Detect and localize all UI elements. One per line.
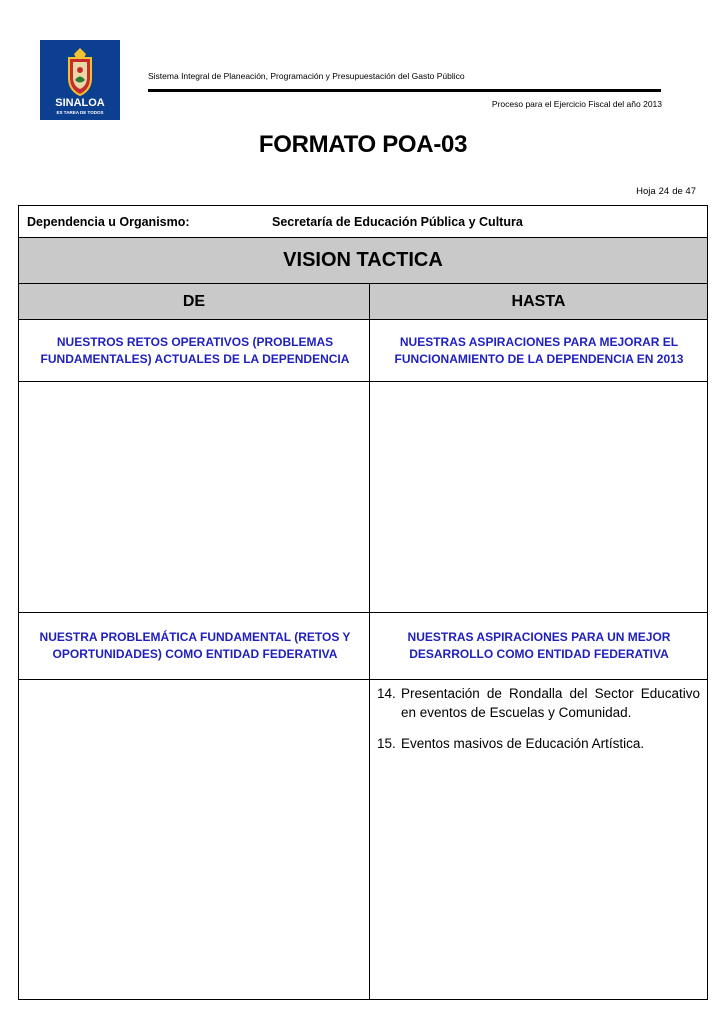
dependency-row: [19, 206, 707, 238]
sheet-label: Hoja: [636, 186, 656, 197]
sheet-counter: [633, 186, 696, 197]
sinaloa-logo: [40, 40, 120, 120]
subheader-operational-aspirations: NUESTRAS ASPIRACIONES PARA MEJORAR EL FUNCIONAMIENTO DE LA DEPENDENCIA EN 2013: [394, 334, 684, 366]
column-headers: [19, 284, 707, 320]
vision-form: [18, 205, 708, 1000]
header-rule: [148, 89, 661, 92]
dependency-label: Dependencia u Organismo:: [27, 214, 190, 229]
process-label: Proceso para el Ejercicio Fiscal del año 2013: [491, 99, 662, 109]
subheader-row-state: [19, 613, 707, 680]
section-title: VISION TACTICA: [19, 238, 707, 284]
coat-of-arms-icon: [40, 40, 120, 120]
sheet-number: 24: [658, 186, 670, 197]
column-from: DE: [182, 292, 206, 310]
svg-text:ES TAREA DE TODOS: ES TAREA DE TODOS: [56, 110, 104, 115]
subheader-state-problems: NUESTRA PROBLEMÁTICA FUNDAMENTAL (RETOS Y OPORTUNIDADES) COMO ENTIDAD FEDERATIVA: [39, 630, 351, 661]
subheader-row-operational: [19, 320, 707, 382]
list-item: [377, 684, 700, 722]
subheader-operational-challenges: NUESTROS RETOS OPERATIVOS (PROBLEMAS FUNDAMENTALES) ACTUALES DE LA DEPENDENCIA: [40, 334, 350, 366]
svg-text:SINALOA: SINALOA: [55, 97, 105, 109]
list-item: [377, 734, 700, 753]
system-title: Sistema Integral de Planeación, Programación y Presupuestación del Gasto Público: [148, 71, 465, 81]
subheader-state-aspirations: NUESTRAS ASPIRACIONES PARA UN MEJOR DESARROLLO COMO ENTIDAD FEDERATIVA: [407, 630, 671, 661]
aspirations-list: [377, 684, 700, 765]
item-number: 14.: [377, 686, 396, 701]
dependency-value: Secretaría de Educación Pública y Cultura: [272, 214, 523, 229]
item-text: Eventos masivos de Educación Artística.: [401, 736, 645, 751]
form-title: FORMATO POA-03: [258, 131, 468, 158]
item-text: Presentación de Rondalla del Sector Educativo en eventos de Escuelas y Comunidad.: [401, 686, 700, 720]
sheet-total: de 47: [672, 186, 696, 197]
item-number: 15.: [377, 736, 396, 751]
column-to: HASTA: [511, 292, 566, 310]
